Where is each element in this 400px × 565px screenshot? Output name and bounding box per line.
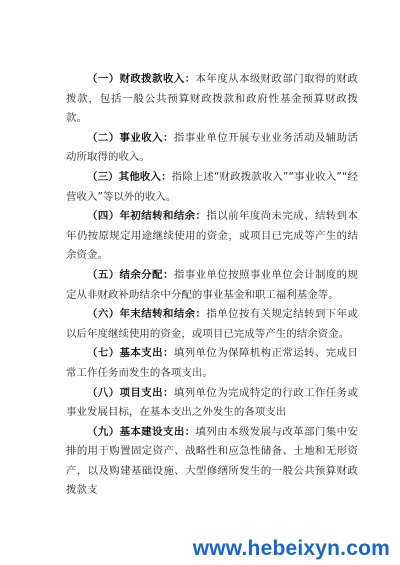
paragraph-basic-expenditure [66, 344, 358, 383]
site-watermark: www.hebeixyn.com [192, 537, 390, 560]
term-label: （一）财政拨款收入： [87, 73, 196, 85]
paragraph-year-end-carryover [66, 305, 358, 344]
term-definition: 指事业单位按照事业单位会计制度的规定从非财政补助结余中分配的事业基金和职工福利基金等。 [66, 268, 358, 301]
paragraph-project-expenditure [66, 384, 358, 423]
term-label: （五）结余分配： [87, 268, 174, 281]
term-label: （二）事业收入： [87, 131, 174, 144]
term-label: （三）其他收入： [87, 170, 172, 183]
paragraph-fiscal-appropriation-income [66, 70, 358, 129]
term-definition: 填列由本级发展与改革部门集中安排的用于购置固定资产、战略性和应急性储备、土地和无形资产，以及购建基础设施、大型修缮所发生的一般公共预算财政拨款支 [66, 425, 358, 497]
document-body [66, 70, 358, 501]
term-definition: 指以前年度尚未完成、结转到本年仍按原规定用途继续使用的资金，或项目已完成等产生的结余资金。 [66, 210, 358, 262]
term-definition: 指事业单位开展专业业务活动及辅助活动所取得的收入。 [66, 131, 358, 164]
paragraph-capital-construction-expenditure [66, 423, 358, 501]
term-definition: 填列单位为完成特定的行政工作任务或事业发展目标，在基本支出之外发生的各项支出 [66, 386, 358, 419]
term-definition: 填列单位为保障机构正常运转、完成日常工作任务而发生的各项支出。 [66, 347, 358, 379]
term-label: （九）基本建设支出： [87, 425, 196, 438]
term-label: （八）项目支出： [87, 386, 174, 399]
term-label: （七）基本支出： [87, 347, 174, 360]
paragraph-beginning-carryover [66, 207, 358, 266]
term-definition: 本年度从本级财政部门取得的财政拨款，包括一般公共预算财政拨款和政府性基金预算财政拨款。 [66, 73, 358, 125]
paragraph-business-income [66, 129, 358, 168]
term-label: （六）年末结转和结余： [87, 308, 207, 321]
paragraph-surplus-distribution [66, 266, 358, 305]
term-definition: 指除上述“财政拨款收入”“事业收入”“经营收入”等以外的收入。 [66, 170, 358, 203]
term-label: （四）年初结转和结余： [87, 210, 207, 223]
term-definition: 指单位按有关规定结转到下年或以后年度继续使用的资金，或项目已完成等产生的结余资金。 [66, 308, 358, 340]
paragraph-other-income [66, 168, 358, 207]
